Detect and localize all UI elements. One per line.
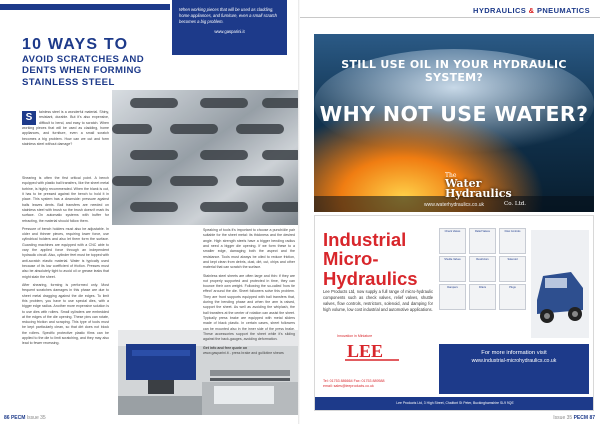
micro-hydraulics-ad[interactable] bbox=[314, 215, 594, 411]
text-column-right bbox=[203, 228, 295, 359]
micro-ad-headline-line: Micro- bbox=[323, 248, 379, 270]
body-paragraph: Pressure of bench holders must also be adjustable. In older and thinner pieces, requiring lower force, use cylindrical holders and also let them form the surface. Guarding machines are equipped with a CNC able to vary the applied force through an independent hydraulic circuit. Also, cylinder feet must be topped with anti-scratch elastic material. Water is typically used because of its low coefficient of friction. Presses must also be absolutely tight to avoid oil or grease leaks that might stain the sheet. bbox=[22, 226, 109, 279]
pull-quote-box bbox=[172, 0, 287, 55]
product-thumb: Shuttle Valves bbox=[439, 256, 466, 282]
section-name-pneumatics: PNEUMATICS bbox=[536, 6, 590, 15]
water-ad-logo-the: The bbox=[445, 172, 457, 179]
product-thumb: Restrictors bbox=[469, 256, 496, 282]
body-paragraph: Speaking of tools it's important to choose a punch/die pair suitable for the sheet metal: its thickness and the desired angle. High strength steels have a bigger bending radius and need a bigger die opening. If we form these to a smaller edge, damaging both the aspect and the resistance. Tools must always be oiled to reduce friction, and kept clean from debris, dust, dirt, cut, chips and other material that can scratch the surface. bbox=[203, 228, 295, 270]
article-title bbox=[22, 36, 172, 89]
issue-number: Issue 35 bbox=[553, 415, 573, 421]
body-paragraph: After shearing, forming is performed only. Most frequent scratches damages in this phase are due to sheet metal dragging against the die edges. To limit this problem, you have to use special dies, with a bigger edge radius. Another more expensive solution is to use dies with rollers. Small cylinders are embedded at the edges of the die opening. These pins can rotate, reducing friction and scraping. This type of tools must be kept particularly clean, so that dirt does not block the rollers. Specific protective plastic films can be applied to the die to limit scratching, and they may also lead to fewer recessing. bbox=[22, 282, 109, 346]
micro-ad-info-line1: For more information visit bbox=[481, 350, 547, 356]
micro-ad-info-box[interactable] bbox=[439, 344, 589, 394]
micro-ad-phone: Tel: 01753 886664 Fax: 01753 889588 bbox=[323, 379, 385, 383]
body-paragraph: Stainless steel sheets are often large and thin: if they are not properly supported and protected in time, they can bounce their own weight. Following the so-called 'bow tie effect' around the die. Sheet followers solve this problem. They are front supports equipped with ball transfers that, during the bending phase and when the arm is raised, support the sheet. As well as avoiding the whiplash, the ball transfers at the center of rotation can assist the sheet. Typically press brake are equipped with metal sliders made of black plastic. In certain cases, sheet followers can be mounted also in the inner side of the press brake. These accessories support the sheet while it's sliding against the back-gauges, avoiding deformation. bbox=[203, 273, 295, 342]
title-main: 10 WAYS TO bbox=[22, 36, 129, 53]
pull-quote-text: When working pieces that will be used as cladding, home appliances, and furniture, even a small scratch becomes a big problem. bbox=[179, 7, 277, 25]
micro-ad-email[interactable]: email: sales@leeproducts.co.uk bbox=[323, 384, 374, 389]
micro-ad-headline bbox=[323, 230, 418, 288]
title-sub-line: STAINLESS STEEL bbox=[22, 77, 115, 89]
product-thumb: Flow Controls bbox=[499, 228, 526, 254]
right-footer bbox=[553, 415, 595, 421]
magazine-name: PECM bbox=[573, 415, 589, 421]
water-ad-url[interactable]: www.waterhydraulics.co.uk bbox=[423, 202, 485, 208]
left-footer bbox=[4, 415, 46, 421]
intro-paragraph: tainless steel is a wonderful material. Shiny, resistant, durable. But it's also expensive, difficult to bend, and easy to scratch. When working pieces that will be used as cladding, home appliances, and furniture, even a small scratch becomes a big problem. How can we cut and form stainless steel without damage? bbox=[22, 110, 109, 146]
section-name-hydraulics: HYDRAULICS bbox=[473, 6, 527, 15]
title-sub-line: DENTS WHEN FORMING bbox=[22, 65, 142, 77]
product-thumb: Dampers bbox=[439, 284, 466, 310]
micro-ad-contact bbox=[323, 379, 433, 390]
product-thumb: Check Valves bbox=[439, 228, 466, 254]
lee-logo bbox=[341, 336, 403, 364]
product-thumb: Relief Valves bbox=[469, 228, 496, 254]
text-column-intro bbox=[22, 110, 109, 147]
body-paragraph: Shearing is often the first critical point. A bench equipped with plastic ball transfers, like the sheet metal turbine, is highly recommended. When the blank is cut, it has to be pressed against the bench to hold it in place. This system has a downside: pressure against balls leaves dents. Ball transfers are needed on stainless steel with brush so the brush doesn't mark its surface. On automatic systems with buffer for retracting, the material should follow them. bbox=[22, 176, 109, 223]
lee-logo-tagline: Innovation in Miniature bbox=[337, 334, 373, 338]
water-ad-logo bbox=[445, 179, 512, 200]
pull-quote-url[interactable]: www.gasparini.it bbox=[214, 29, 245, 35]
micro-ad-footer: Lee Products Ltd, 3 High Street, Chalfont St Peter, Buckinghamshire SL9 9QE bbox=[315, 397, 594, 410]
water-ad-logo-line2: Hydraulics bbox=[445, 187, 512, 201]
water-ad-logo-line1: Water bbox=[445, 177, 482, 190]
issue-number: Issue 35 bbox=[26, 415, 46, 421]
product-thumbnail-grid bbox=[439, 228, 589, 338]
micro-ad-info-url[interactable]: www.industrial-microhydraulics.co.uk bbox=[471, 358, 557, 364]
perforated-steel-photo bbox=[112, 90, 300, 225]
section-header-rule bbox=[300, 17, 600, 18]
text-column-left bbox=[22, 176, 109, 350]
page-number: 87 bbox=[589, 415, 595, 421]
product-thumb: Filters bbox=[469, 284, 496, 310]
micro-ad-headline-line: Industrial bbox=[323, 229, 407, 250]
magazine-name: PECM bbox=[10, 415, 26, 421]
product-thumb: Solenoid bbox=[499, 256, 526, 282]
left-header-bar bbox=[0, 4, 170, 10]
vehicle-illustration bbox=[531, 230, 589, 338]
drop-cap: S bbox=[22, 111, 36, 125]
water-ad-logo-co: Co. Ltd. bbox=[504, 201, 527, 207]
section-header bbox=[473, 6, 590, 15]
section-ampersand: & bbox=[528, 6, 535, 15]
micro-ad-headline-line: Hydraulics bbox=[323, 267, 418, 289]
title-sub-line: AVOID SCRATCHES AND bbox=[22, 53, 145, 65]
lee-logo-text: LEE bbox=[347, 341, 384, 361]
product-thumb: Plugs bbox=[499, 284, 526, 310]
water-ad-headline: STILL USE OIL IN YOUR HYDRAULIC SYSTEM? bbox=[341, 58, 567, 84]
micro-ad-body: Lee Products Ltd, now supply a full range of micro-hydraulic components such as check valves, relief valves, shuttle valves, flow controls, restrictors, solenoid, and damping for high volume, low cost industrial and automotive applications. bbox=[323, 289, 433, 313]
outro-url[interactable]: www.gasparini.it - press brake and guillotine shears bbox=[203, 350, 284, 355]
outro-bold: Get info and free quote on bbox=[203, 345, 248, 350]
water-ad-subheadline: WHY NOT USE WATER? bbox=[319, 102, 589, 126]
page-number: 86 bbox=[4, 415, 10, 421]
water-hydraulics-ad[interactable] bbox=[314, 34, 594, 212]
